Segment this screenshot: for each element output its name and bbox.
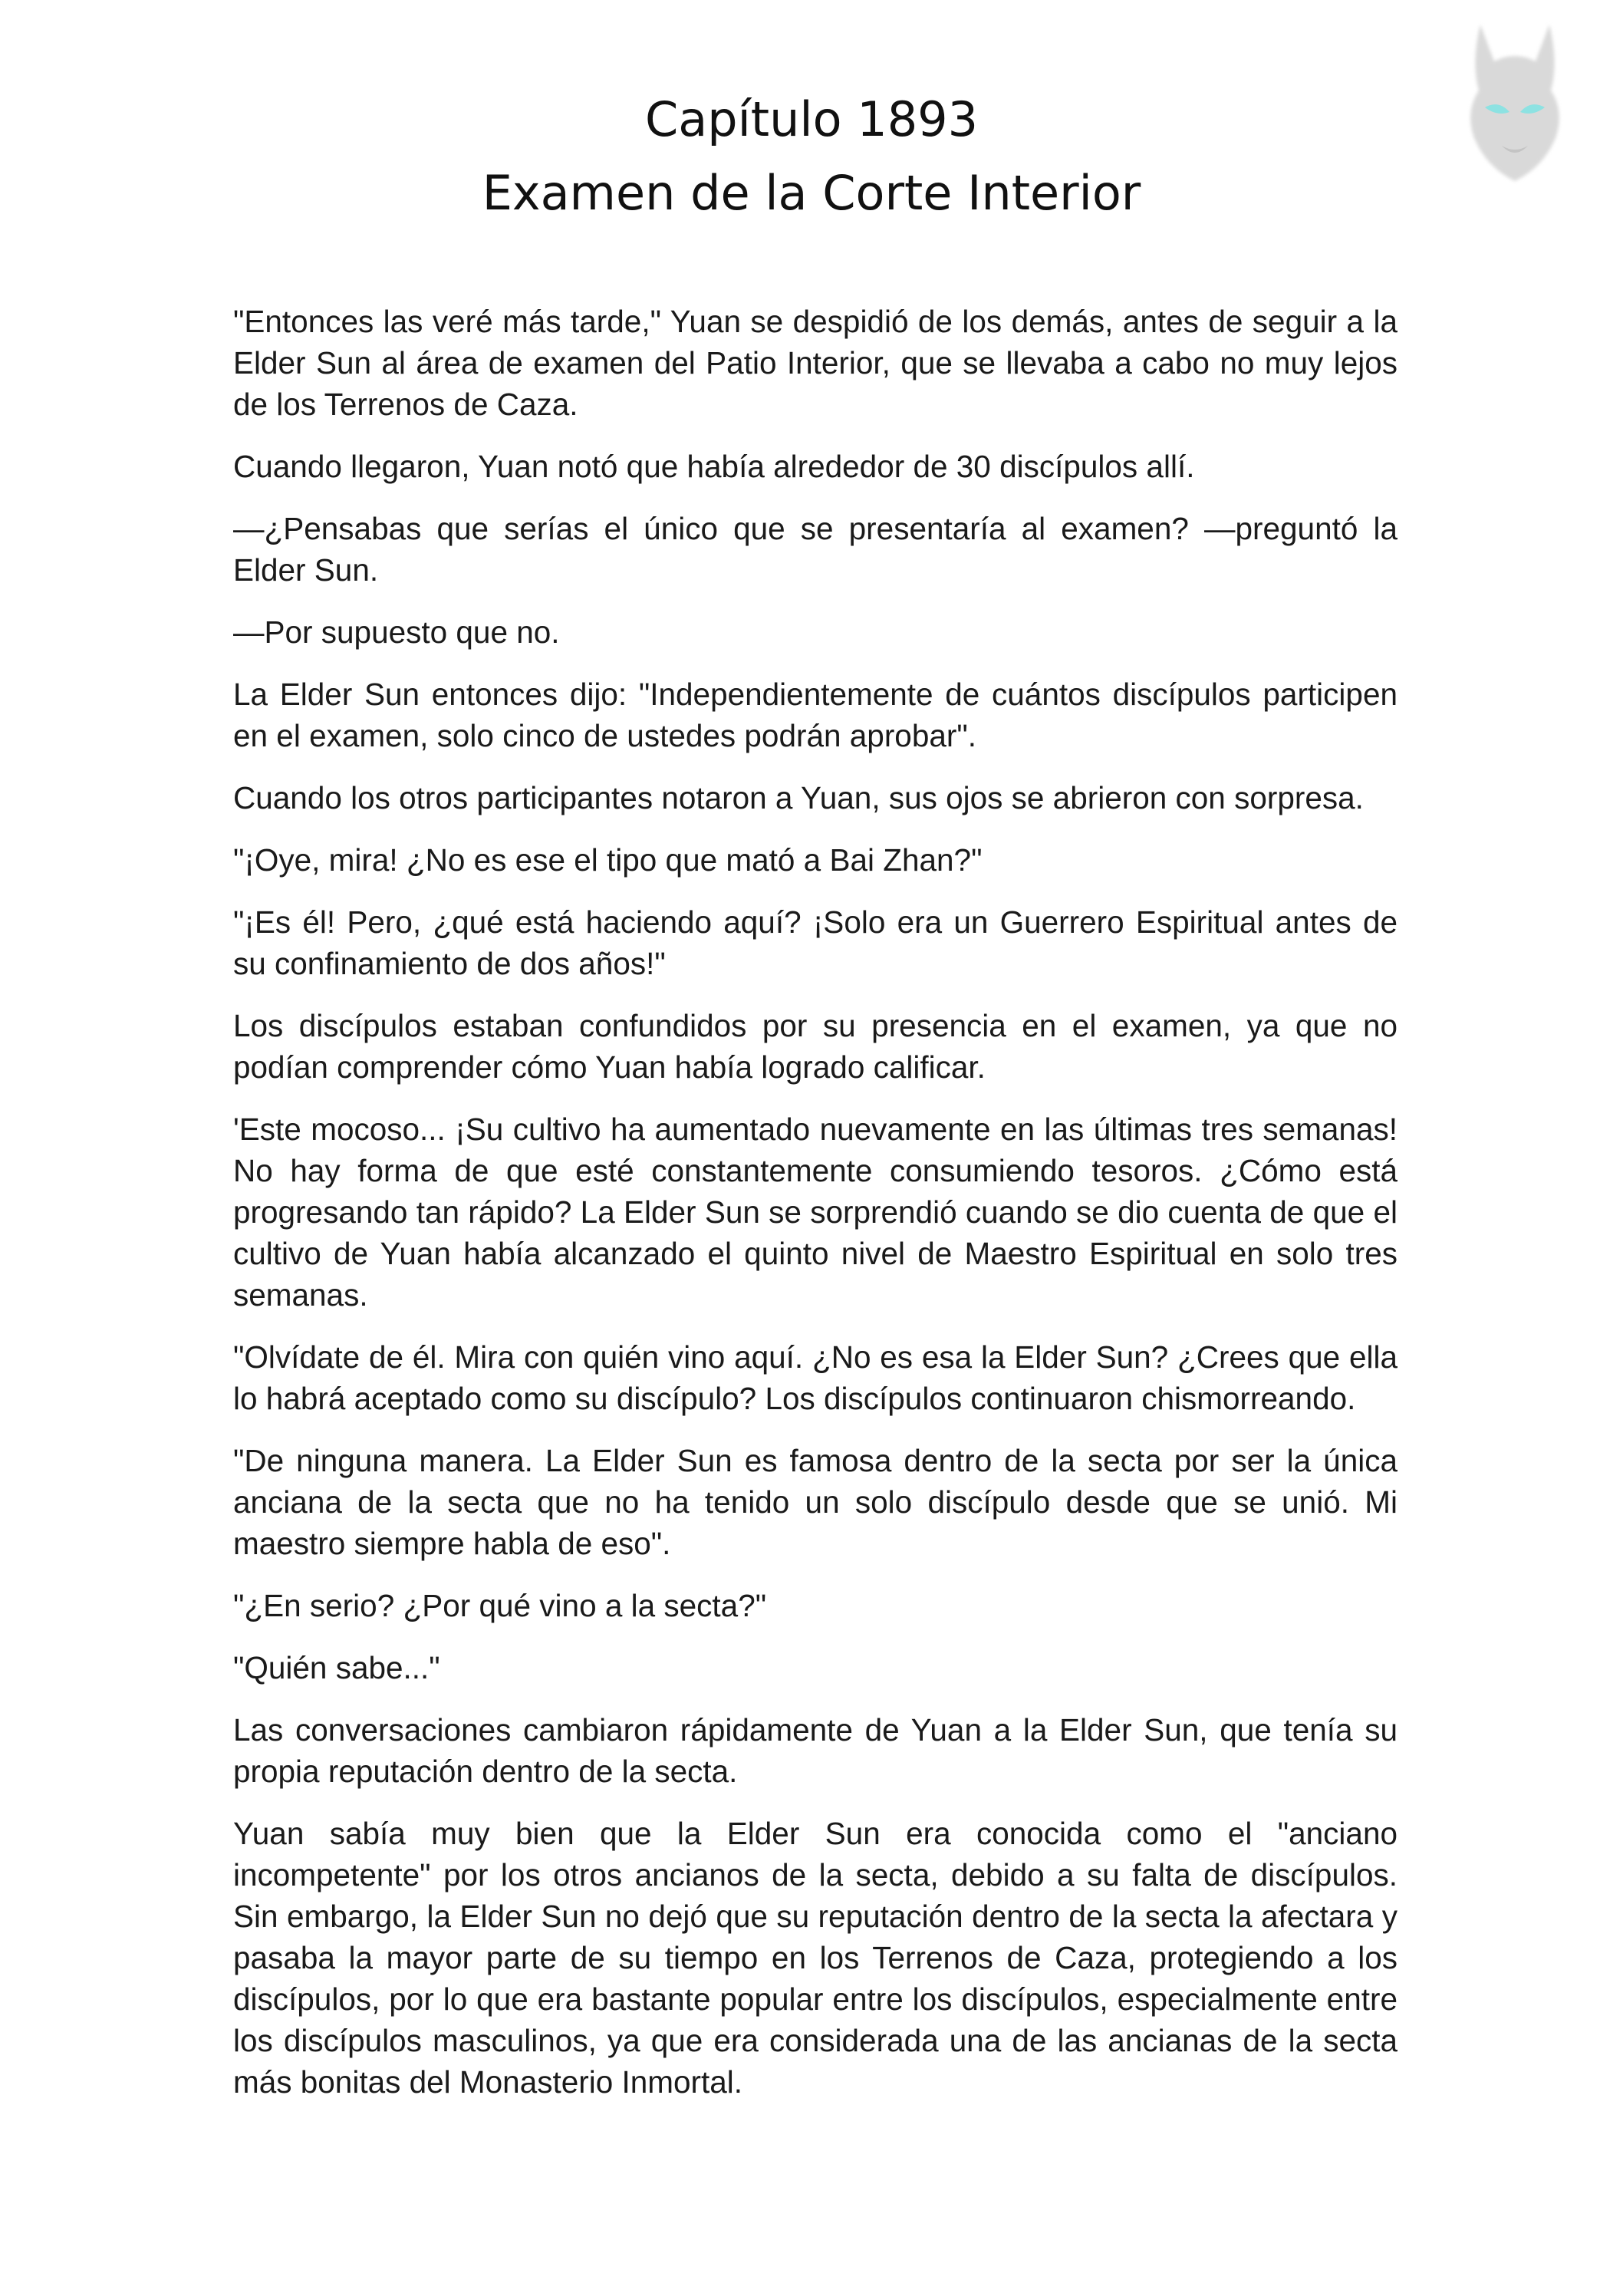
paragraph: "Quién sabe..." xyxy=(233,1650,440,1685)
paragraph: Yuan sabía muy bien que la Elder Sun era conocida como el "anciano incompetente" por los otros ancianos de la secta, debido a su falta de discípulos. Sin embargo, la Elder Sun no dejó que su reputación dentro de la secta la afectara y pasaba la mayor parte de su tiempo en los Terrenos de Caza, protegiendo a los discípulos, por lo que era bastante popular entre los discípulos, especialmente entre los discípulos masculinos, ya que era considerada una de las ancianas de la secta más bonitas del Monasterio Inmortal. xyxy=(233,1816,1397,2100)
chapter-body xyxy=(233,301,1397,2123)
paragraph: —Por supuesto que no. xyxy=(233,614,560,650)
paragraph: "¿En serio? ¿Por qué vino a la secta?" xyxy=(233,1588,767,1623)
paragraph: Cuando llegaron, Yuan notó que había alrededor de 30 discípulos allí. xyxy=(233,449,1195,484)
chapter-heading xyxy=(0,83,1623,230)
paragraph: "¡Oye, mira! ¿No es ese el tipo que mató a Bai Zhan?" xyxy=(233,842,983,878)
paragraph: "Olvídate de él. Mira con quién vino aquí. ¿No es esa la Elder Sun? ¿Crees que ella lo habrá aceptado como su discípulo? Los discípulos continuaron chismorreando. xyxy=(233,1339,1397,1416)
paragraph: "Entonces las veré más tarde," Yuan se despidió de los demás, antes de seguir a la Elder Sun al área de examen del Patio Interior, que se llevaba a cabo no muy lejos de los Terrenos de Caza. xyxy=(233,304,1397,422)
paragraph: "¡Es él! Pero, ¿qué está haciendo aquí? ¡Solo era un Guerrero Espiritual antes de su confinamiento de dos años!" xyxy=(233,904,1397,981)
chapter-number: Capítulo 1893 xyxy=(644,91,979,147)
paragraph: La Elder Sun entonces dijo: "Independientemente de cuántos discípulos participen en el examen, solo cinco de ustedes podrán aprobar". xyxy=(233,677,1397,753)
paragraph: 'Este mocoso... ¡Su cultivo ha aumentado nuevamente en las últimas tres semanas! No hay forma de que esté constantemente consumiendo tesoros. ¿Cómo está progresando tan rápido? La Elder Sun se sorprendió cuando se dio cuenta de que el cultivo de Yuan había alcanzado el quinto nivel de Maestro Espiritual en solo tres semanas. xyxy=(233,1112,1397,1313)
chapter-title: Examen de la Corte Interior xyxy=(482,165,1141,221)
paragraph: Cuando los otros participantes notaron a Yuan, sus ojos se abrieron con sorpresa. xyxy=(233,780,1364,815)
paragraph: —¿Pensabas que serías el único que se presentaría al examen? —preguntó la Elder Sun. xyxy=(233,511,1397,588)
paragraph: "De ninguna manera. La Elder Sun es famosa dentro de la secta por ser la única anciana de la secta que no ha tenido un solo discípulo desde que se unió. Mi maestro siempre habla de eso". xyxy=(233,1443,1397,1561)
paragraph: Los discípulos estaban confundidos por su presencia en el examen, ya que no podían comprender cómo Yuan había logrado calificar. xyxy=(233,1008,1397,1085)
paragraph: Las conversaciones cambiaron rápidamente de Yuan a la Elder Sun, que tenía su propia reputación dentro de la secta. xyxy=(233,1712,1397,1789)
